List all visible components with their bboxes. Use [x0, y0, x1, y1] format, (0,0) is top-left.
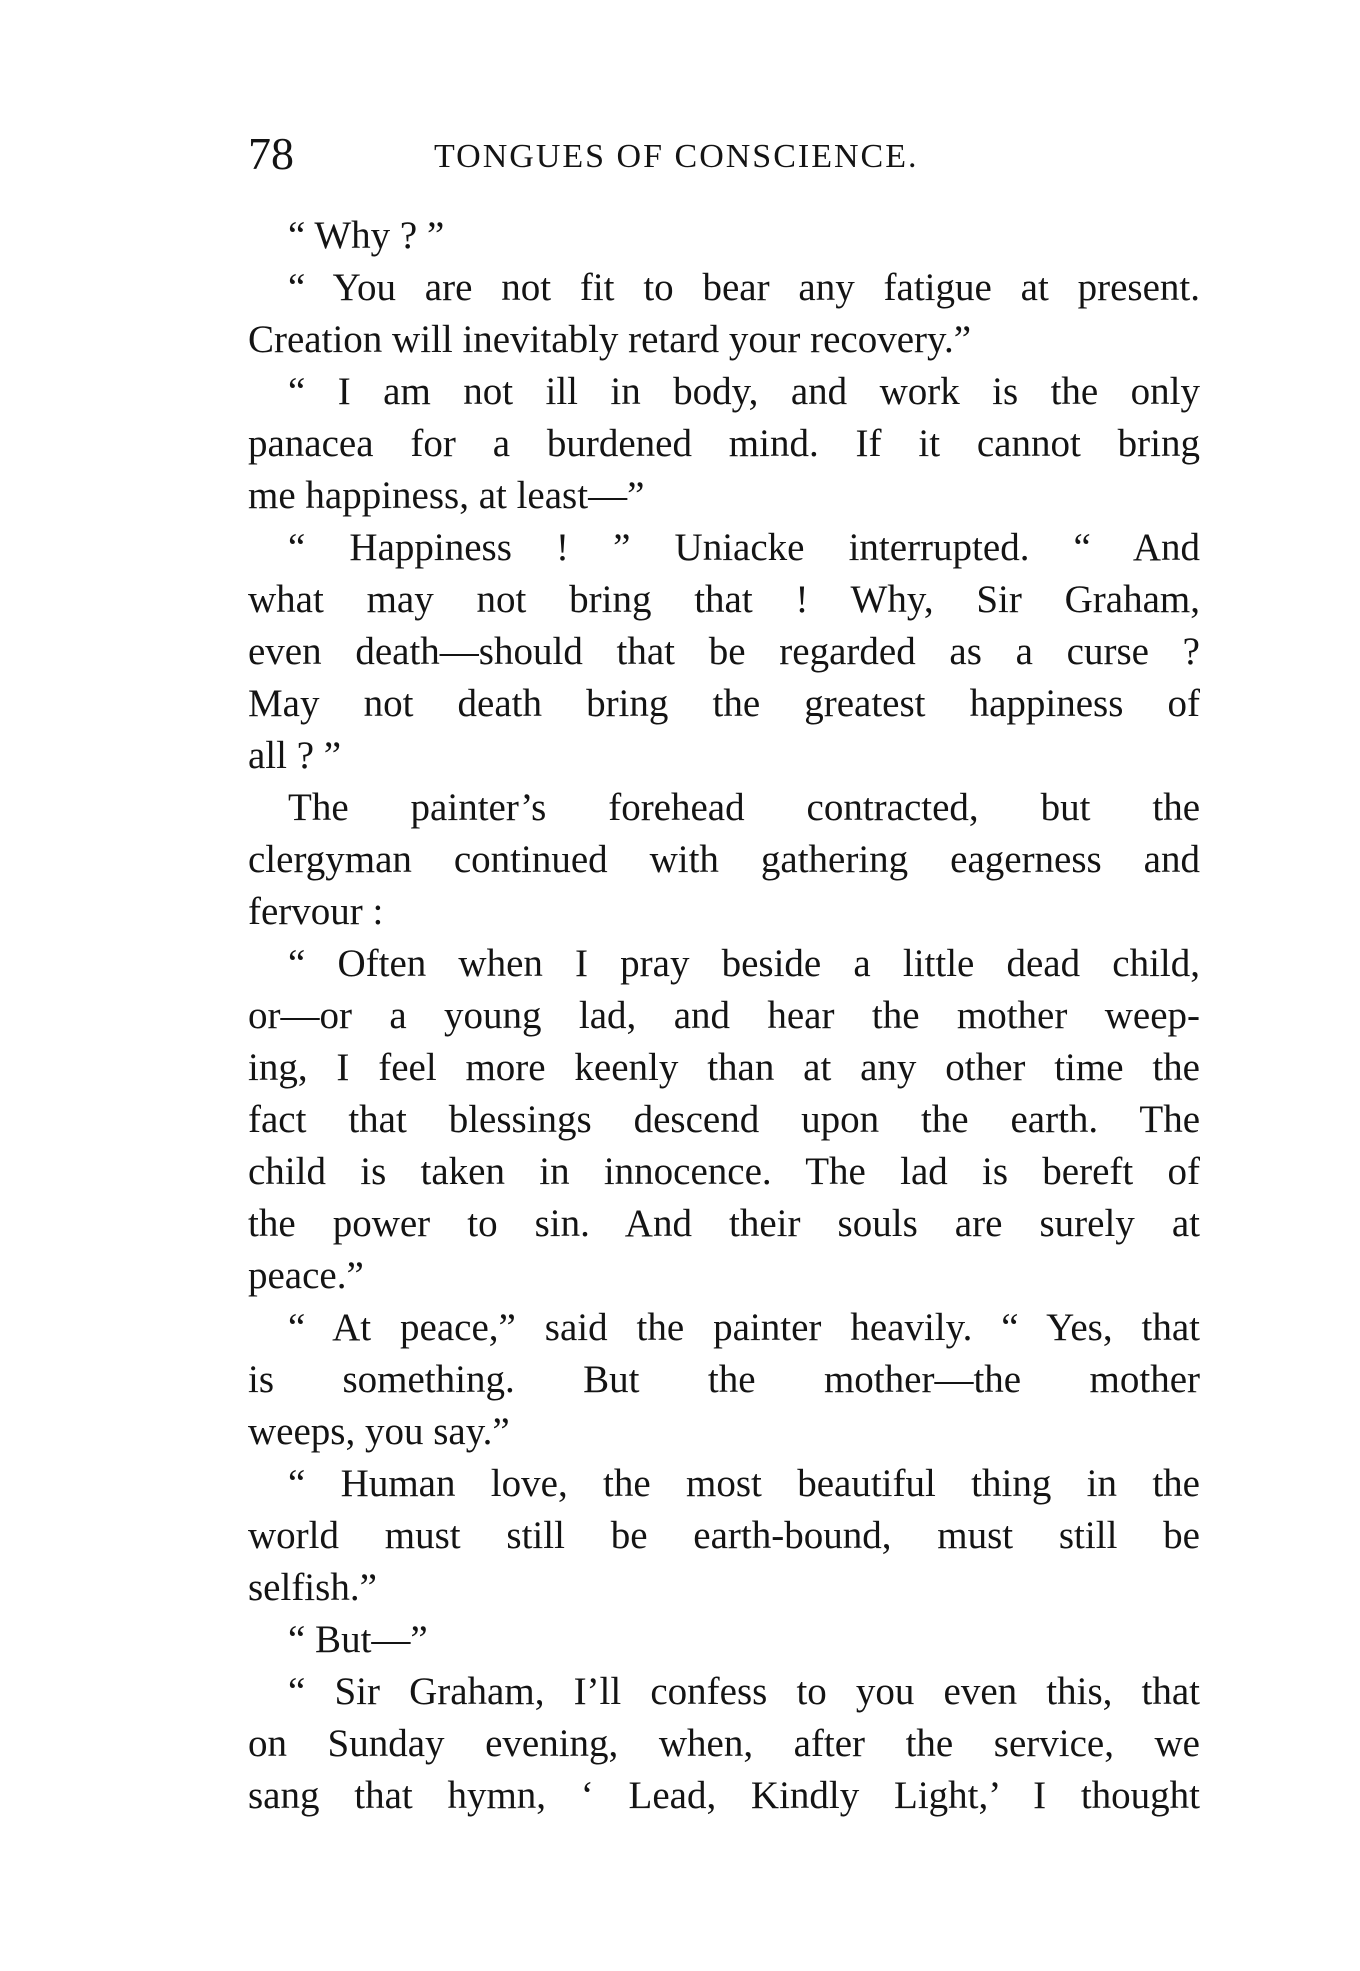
- text-line: on Sunday evening, when, after the service, we: [248, 1722, 1200, 1765]
- text-line: all ? ”: [248, 734, 342, 777]
- text-line: “ Often when I pray beside a little dead child,: [288, 942, 1200, 985]
- body-text: [248, 210, 1200, 1822]
- text-line: The painter’s forehead contracted, but the: [288, 786, 1200, 829]
- text-line: “ Sir Graham, I’ll confess to you even this, that: [288, 1670, 1200, 1713]
- page-header: [248, 126, 1200, 186]
- text-line: May not death bring the greatest happiness of: [248, 682, 1200, 725]
- text-line: fact that blessings descend upon the earth. The: [248, 1098, 1200, 1141]
- text-line: “ At peace,” said the painter heavily. “ Yes, that: [288, 1306, 1200, 1349]
- text-line: ing, I feel more keenly than at any other time the: [248, 1046, 1200, 1089]
- text-line: “ Happiness ! ” Uniacke interrupted. “ And: [288, 526, 1200, 569]
- text-line: me happiness, at least—”: [248, 474, 645, 517]
- text-line: even death—should that be regarded as a curse ?: [248, 630, 1200, 673]
- text-line: “ But—”: [288, 1618, 428, 1661]
- text-line: “ Why ? ”: [288, 214, 445, 257]
- text-line: panacea for a burdened mind. If it cannot bring: [248, 422, 1200, 465]
- text-line: fervour :: [248, 890, 384, 933]
- page-number: 78: [248, 128, 294, 179]
- text-line: “ You are not fit to bear any fatigue at present.: [288, 266, 1200, 309]
- text-line: the power to sin. And their souls are surely at: [248, 1202, 1200, 1245]
- text-line: Creation will inevitably retard your recovery.”: [248, 318, 972, 361]
- text-line: is something. But the mother—the mother: [248, 1358, 1200, 1401]
- text-line: world must still be earth-bound, must still be: [248, 1514, 1200, 1557]
- text-line: child is taken in innocence. The lad is bereft of: [248, 1150, 1200, 1193]
- text-line: “ I am not ill in body, and work is the only: [288, 370, 1200, 413]
- text-line: clergyman continued with gathering eagerness and: [248, 838, 1200, 881]
- text-line: selfish.”: [248, 1566, 377, 1609]
- text-line: weeps, you say.”: [248, 1410, 510, 1453]
- text-line: peace.”: [248, 1254, 364, 1297]
- text-line: or—or a young lad, and hear the mother weep-: [248, 994, 1200, 1037]
- text-line: sang that hymn, ‘ Lead, Kindly Light,’ I thought: [248, 1774, 1200, 1817]
- text-line: what may not bring that ! Why, Sir Graham,: [248, 578, 1200, 621]
- running-title: TONGUES OF CONSCIENCE.: [434, 138, 919, 175]
- text-line: “ Human love, the most beautiful thing in the: [288, 1462, 1200, 1505]
